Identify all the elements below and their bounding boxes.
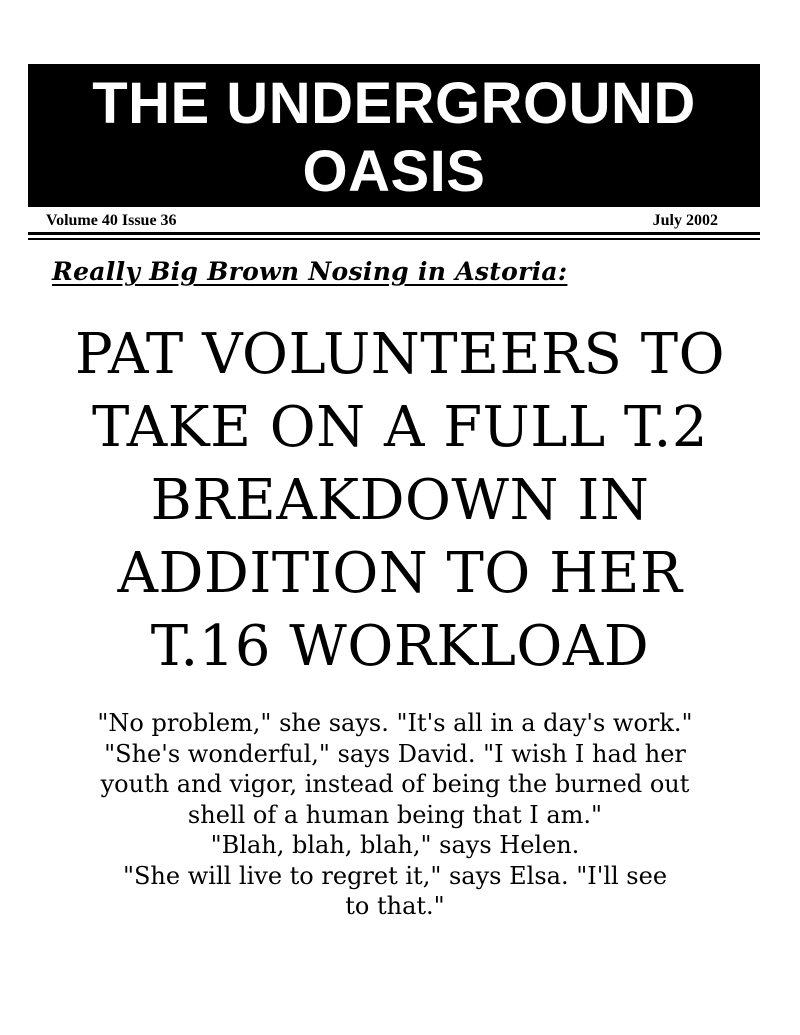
body-line: "She's wonderful," says David. "I wish I had her	[104, 739, 686, 768]
article-headline	[20, 318, 780, 683]
headline-line: ADDITION TO HER	[117, 541, 683, 606]
body-line: shell of a human being that I am."	[187, 800, 603, 829]
body-line: youth and vigor, instead of being the burned out	[100, 770, 690, 798]
volume-issue: Volume 40 Issue 36	[46, 212, 177, 229]
issue-date: July 2002	[652, 212, 718, 229]
headline-line: PAT VOLUNTEERS TO	[75, 322, 725, 387]
body-line: "No problem," she says. "It's all in a day's work."	[97, 709, 693, 737]
divider-thin	[28, 238, 760, 240]
body-line: "She will live to regret it," says Elsa. "I'll see	[122, 861, 668, 890]
article-kicker: Really Big Brown Nosing in Astoria:	[52, 257, 568, 286]
divider-thick	[28, 232, 760, 235]
headline-line: BREAKDOWN IN	[150, 468, 650, 533]
headline-line: TAKE ON A FULL T.2	[92, 395, 708, 460]
body-line: to that."	[345, 892, 445, 920]
masthead-title-line1: THE UNDERGROUND	[92, 71, 696, 136]
dateline	[28, 210, 760, 234]
masthead	[28, 64, 760, 207]
masthead-title-line2: OASIS	[302, 139, 486, 204]
body-line: "Blah, blah, blah," says Helen.	[210, 831, 580, 859]
article-body	[20, 708, 770, 922]
headline-line: T.16 WORKLOAD	[150, 614, 650, 679]
